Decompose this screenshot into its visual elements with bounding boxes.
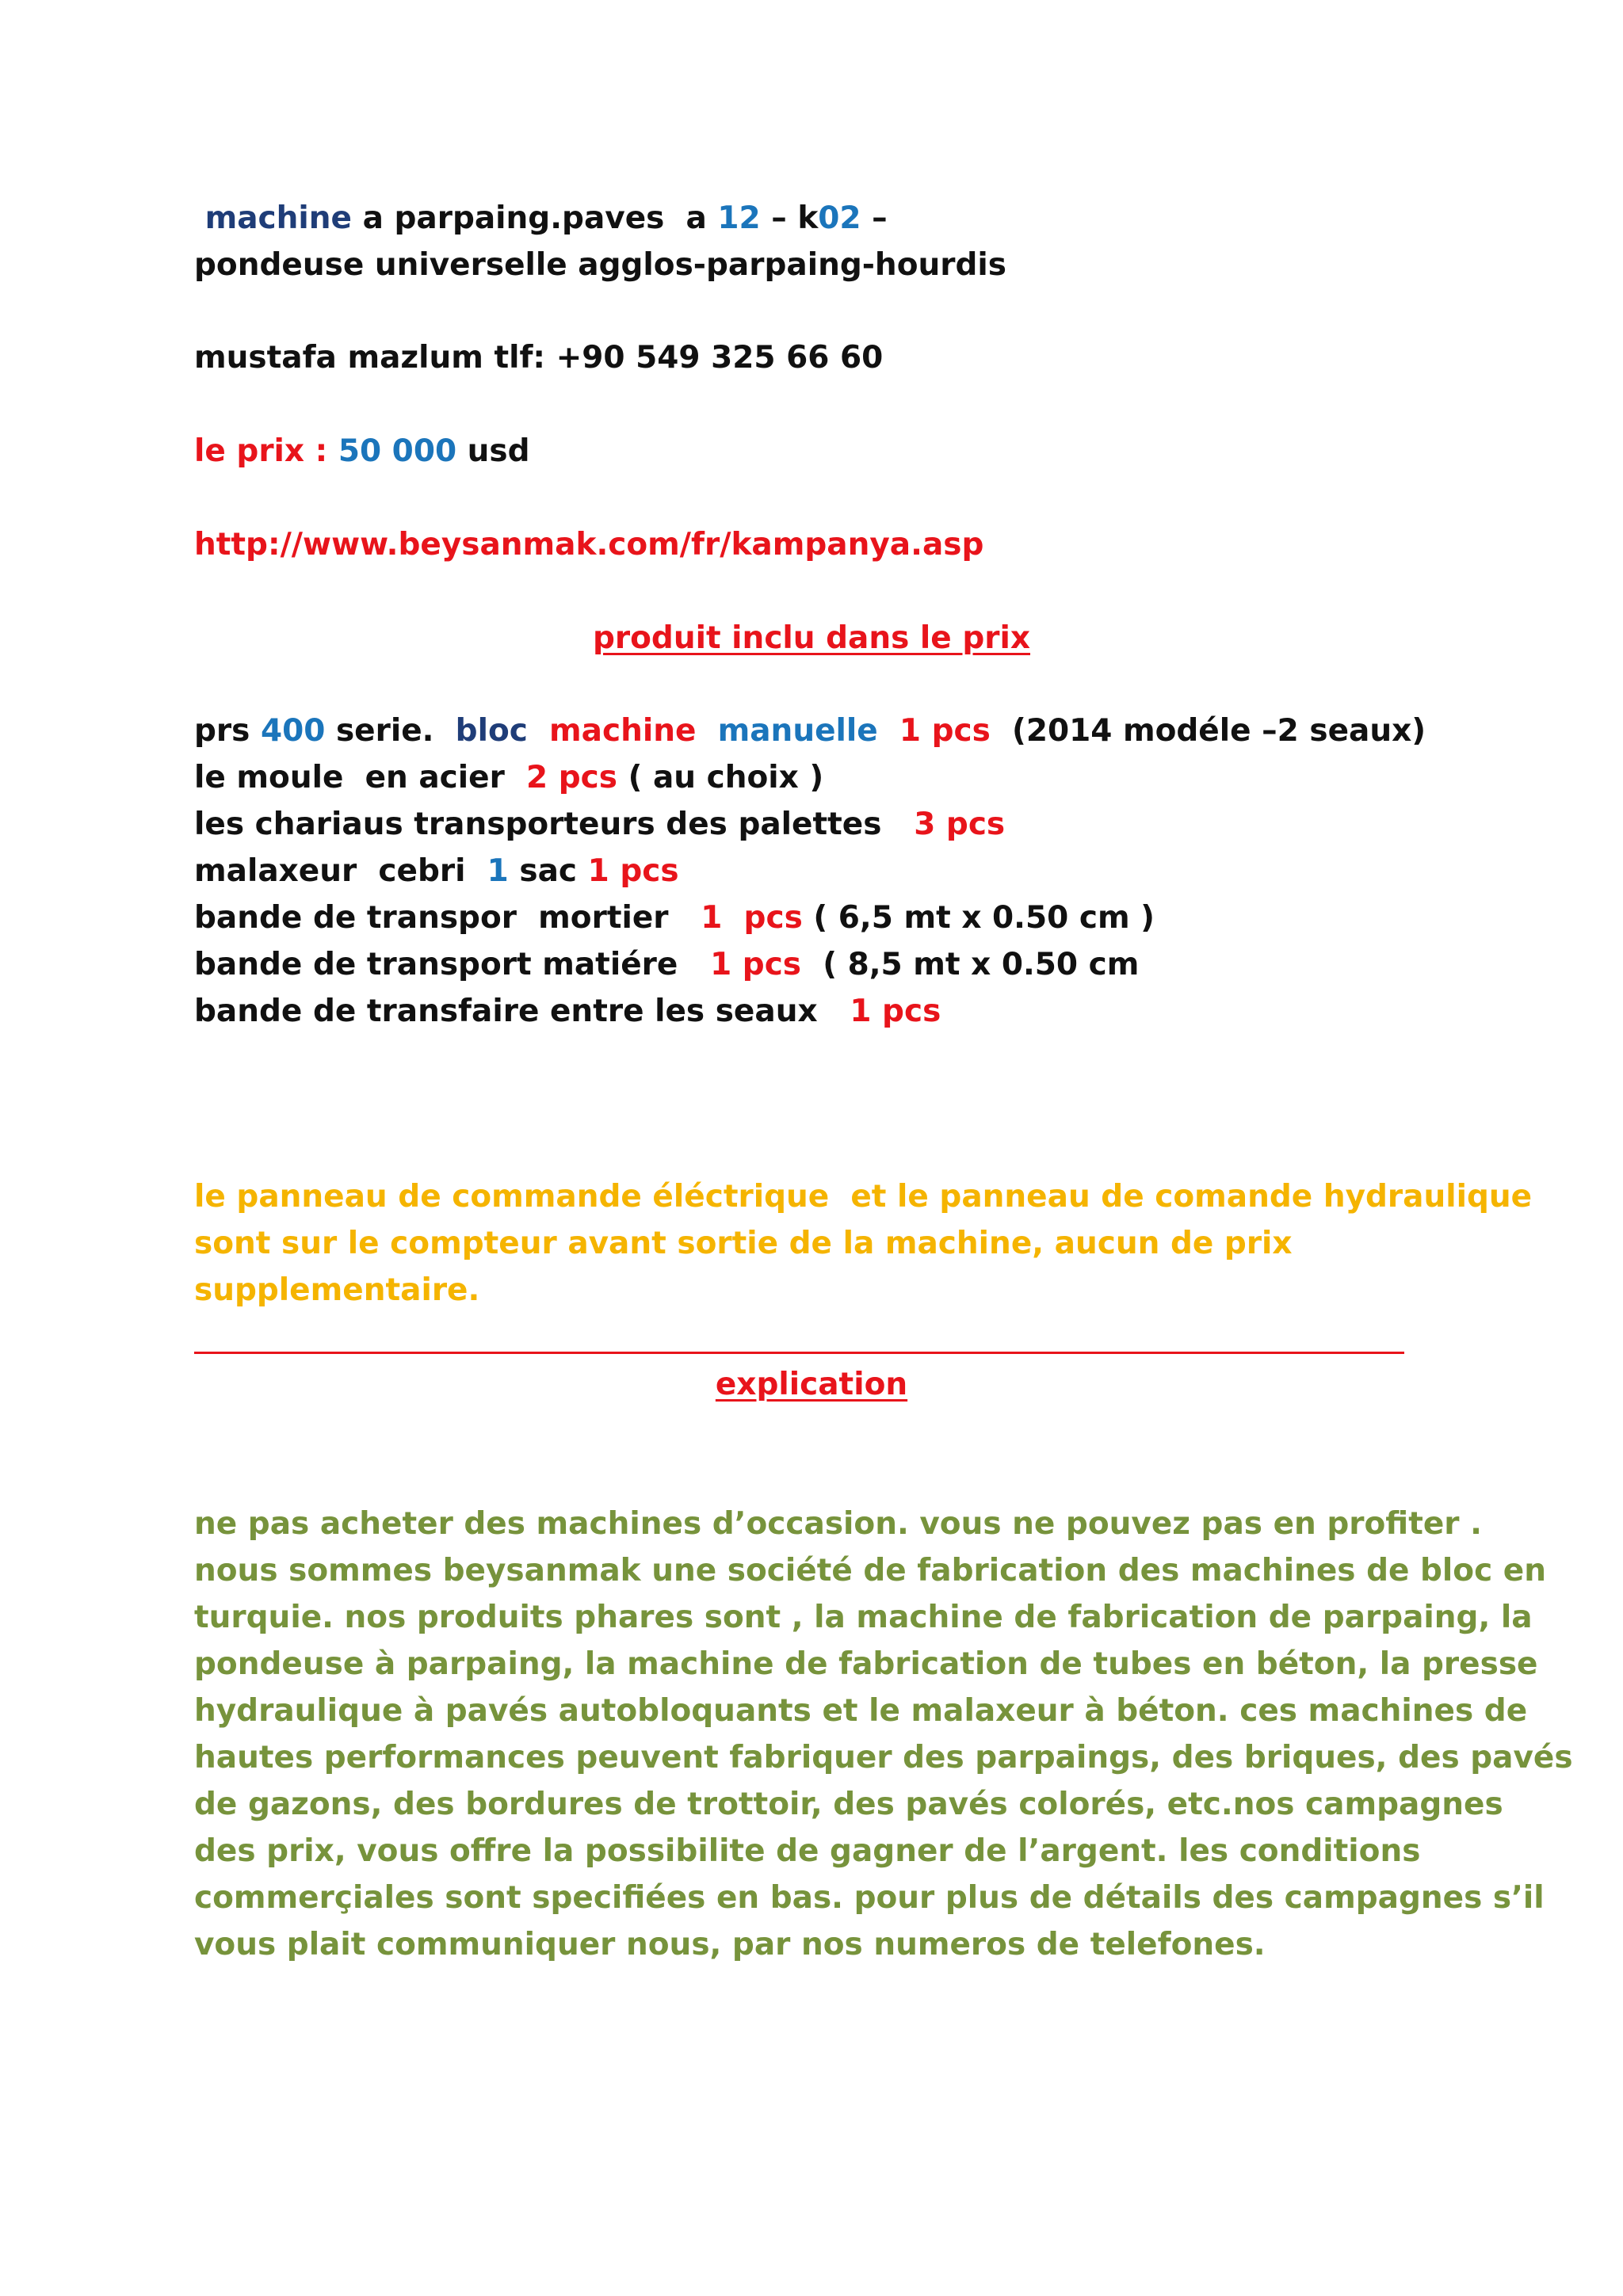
item7-text: bande de transfaire entre les seaux (194, 994, 818, 1029)
explication-line-2: nous sommes beysanmak une société de fabrication des machines de bloc en (194, 1553, 1547, 1589)
price-line (194, 428, 530, 475)
item5-dims: ( 6,5 mt x 0.50 cm ) (813, 900, 1155, 936)
included-item-chariaus (194, 801, 1005, 848)
item6-text: bande de transport matiére (194, 947, 678, 982)
item2-qty: 2 pcs (526, 760, 617, 795)
explication-line-5: hydraulique à pavés autobloquants et le malaxeur à béton. ces machines de (194, 1693, 1528, 1729)
included-item-malaxeur (194, 848, 679, 894)
item4-sac: sac (519, 853, 578, 889)
item1-qty: 1 pcs (899, 713, 991, 749)
item1-manuelle: manuelle (717, 713, 878, 749)
included-heading: produit inclu dans le prix (592, 620, 1031, 656)
title-dash: – (872, 200, 888, 236)
title-number-02: 02 (818, 200, 861, 236)
included-item-bande-mortier (194, 894, 1155, 941)
section-divider (194, 1352, 1404, 1354)
included-item-machine (194, 707, 1426, 754)
price-amount: 50 000 (338, 433, 457, 469)
item1-400: 400 (260, 713, 326, 749)
title-number-12: 12 (717, 200, 761, 236)
contact-line: mustafa mazlum tlf: +90 549 325 66 60 (194, 340, 884, 376)
item1-model: (2014 modéle –2 seaux) (1012, 713, 1426, 749)
explication-line-6: hautes performances peuvent fabriquer des parpaings, des briques, des pavés (194, 1740, 1573, 1775)
item6-dims: ( 8,5 mt x 0.50 cm (823, 947, 1140, 982)
note-line-2: sont sur le compteur avant sortie de la machine, aucun de prix (194, 1226, 1293, 1261)
item2-note: ( au choix ) (628, 760, 824, 795)
explication-line-9: commerçiales sont specifiées en bas. pour plus de détails des campagnes s’il (194, 1880, 1545, 1916)
explication-line-7: de gazons, des bordures de trottoir, des pavés colorés, etc.nos campagnes (194, 1787, 1503, 1822)
title-dash-k: – k (771, 200, 819, 236)
included-item-bande-matiere (194, 941, 1139, 988)
explication-line-4: pondeuse à parpaing, la machine de fabrication de tubes en béton, la presse (194, 1646, 1538, 1682)
item7-qty: 1 pcs (850, 994, 941, 1029)
item2-text: le moule en acier (194, 760, 505, 795)
explication-heading: explication (715, 1367, 908, 1402)
item1-prs: prs (194, 713, 250, 749)
title-machine: machine (204, 200, 352, 236)
item3-qty: 3 pcs (914, 807, 1006, 842)
document-title (194, 195, 888, 242)
item1-serie: serie. (335, 713, 434, 749)
item4-num: 1 (487, 853, 509, 889)
website-link[interactable]: http://www.beysanmak.com/fr/kampanya.asp (194, 527, 984, 563)
note-line-1: le panneau de commande éléctrique et le panneau de comande hydraulique (194, 1179, 1533, 1215)
explication-line-8: des prix, vous offre la possibilite de gagner de l’argent. les conditions (194, 1833, 1421, 1869)
explication-line-3: turquie. nos produits phares sont , la machine de fabrication de parpaing, la (194, 1600, 1533, 1635)
item6-qty: 1 pcs (710, 947, 802, 982)
price-label: le prix : (194, 433, 328, 469)
item5-text: bande de transpor mortier (194, 900, 669, 936)
explication-line-10: vous plait communiquer nous, par nos numeros de telefones. (194, 1927, 1266, 1962)
item1-machine: machine (549, 713, 697, 749)
item4-text: malaxeur cebri (194, 853, 466, 889)
explication-line-1: ne pas acheter des machines d’occasion. vous ne pouvez pas en profiter . (194, 1506, 1482, 1542)
price-currency: usd (467, 433, 530, 469)
title-text: a parpaing.paves a (362, 200, 707, 236)
item1-bloc: bloc (455, 713, 528, 749)
note-line-3: supplementaire. (194, 1272, 480, 1308)
document-subtitle: pondeuse universelle agglos-parpaing-hourdis (194, 247, 1006, 283)
included-item-bande-transfaire (194, 988, 941, 1035)
included-item-moule (194, 754, 823, 801)
item5-qty: 1 pcs (701, 900, 803, 936)
item3-text: les chariaus transporteurs des palettes (194, 807, 882, 842)
item4-qty: 1 pcs (587, 853, 679, 889)
